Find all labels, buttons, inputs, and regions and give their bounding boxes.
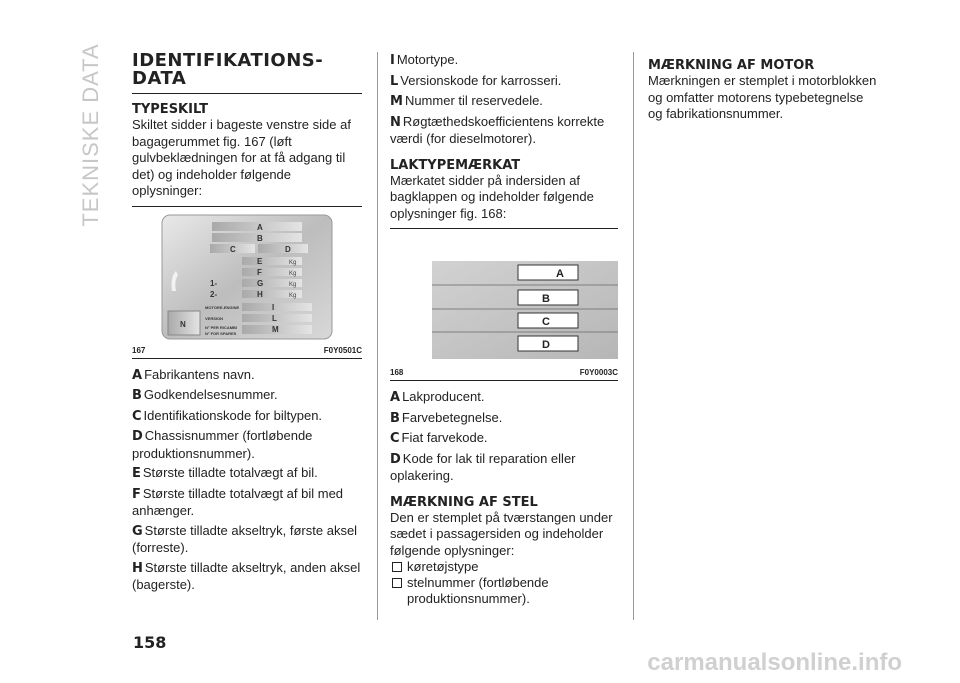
legend-item: D Kode for lak til reparation eller oplakering. [390,450,576,483]
plate-cell-l [242,314,312,322]
typeskilt-intro: Skiltet sidder i bageste venstre side af bagagerummet fig. 167 (løft gulvbeklædningen for at få adgang til det) og indeholder følgende oplysninger: [132,117,351,198]
label-box-a [518,265,578,280]
legend-item: C Identifikationskode for biltypen. [132,407,323,424]
plate-row-1: 1- [210,278,218,288]
plate-label-version: VERSION [205,315,224,321]
column-identification [132,52,362,597]
typeskilt-legend-continued [390,52,618,148]
figure-top-rule [132,206,362,207]
label-letter-b: B [542,293,550,305]
plate-row-2: 2- [210,289,218,299]
bullet-item: stelnummer (fortløbende produktionsnummer). [390,575,618,607]
figure-167 [132,211,362,359]
plate-cell-i [242,303,312,311]
figure-number: 168 [390,368,404,377]
plate-letter-i: I [272,302,275,312]
plate-letter-e: E [257,256,263,266]
laktype-legend [390,389,618,485]
legend-item: G Største tilladte akseltryk, første aksel (forreste). [132,522,358,555]
side-section-label [66,40,116,230]
plate-label-spares: N° FOR SPARES [205,330,237,336]
page-title: IDENTIFIKATIONS-DATA [132,52,362,94]
plate-letter-h: H [257,289,263,299]
section-heading-stel: MÆRKNING AF STEL [390,494,538,510]
figure-code: F0Y0003C [579,368,618,377]
legend-item: B Farvebetegnelse. [390,409,503,426]
plate-cell-d [258,244,308,253]
label-letter-c: C [542,316,550,328]
label-letter-a: A [556,268,564,280]
page-number: 158 [133,633,167,652]
figure-caption [390,368,618,381]
legend-item: E Største tilladte totalvægt af bil. [132,465,318,481]
plate-letter-m: M [272,324,279,334]
type-plate-illustration [132,211,362,341]
figure-caption [132,346,362,359]
column-divider [633,52,634,620]
section-heading-laktypemaerkat: LAKTYPEMÆRKAT [390,157,521,173]
plate-letter-n: N [180,319,186,329]
checkbox-square-icon [392,562,402,572]
figure-top-rule [390,228,618,229]
bullet-item: køretøjstype [390,559,618,575]
watermark: carmanualsonline.info [647,649,902,676]
plate-letter-l: L [272,313,277,323]
legend-item: C Fiat farvekode. [390,430,488,446]
plate-letter-b: B [257,233,263,243]
section-heading-motor: MÆRKNING AF MOTOR [648,58,815,73]
section-heading-typeskilt: TYPESKILT [132,102,208,117]
figure-number: 167 [132,345,146,355]
motor-text: Mærkningen er stemplet i motorblokken og omfatter motorens typebetegnelse og fabrikationsnummer. [648,73,877,121]
legend-item: I Motortype. [390,52,459,68]
side-section-label-text: TEKNISKE DATA [78,43,103,227]
figure-code: F0Y0501C [323,345,362,355]
plate-letter-c: C [230,244,236,254]
stel-intro: Den er stemplet på tværstangen under sædet i passagersiden og indeholder følgende oplysninger: [390,509,613,558]
plate-label-engine: MOTORE-ENGINE [205,304,240,310]
column-paint-and-chassis [390,52,618,607]
plate-letter-f: F [257,267,262,277]
checkbox-square-icon [392,578,402,588]
figure-168 [390,233,618,381]
column-engine-marking [648,52,880,123]
plate-unit: Kg [289,259,297,266]
legend-item: M Nummer til reservedele. [390,93,543,109]
plate-letter-g: G [257,278,264,288]
plate-letter-a: A [257,222,263,232]
legend-item: D Chassisnummer (fortløbende produktionsnummer). [132,428,313,461]
legend-item: L Versionskode for karrosseri. [390,72,562,89]
plate-label-ricambi: N° PER RICAMBI [205,324,238,330]
legend-item: N Røgtæthedskoefficientens korrekte værdi (for dieselmotorer). [390,113,605,146]
legend-item: H Største tilladte akseltryk, anden aksel (bagerste). [132,559,361,592]
legend-item: B Godkendelsesnummer. [132,387,278,403]
plate-unit: Kg [289,281,297,288]
legend-item: A Lakproducent. [390,389,485,405]
label-letter-d: D [542,339,550,351]
plate-unit: Kg [289,292,297,299]
legend-item: A Fabrikantens navn. [132,366,255,383]
paint-label-illustration [390,233,618,363]
typeskilt-legend [132,367,362,594]
column-divider [377,52,378,620]
legend-item: F Største tilladte totalvægt af bil med anhænger. [132,485,344,518]
plate-unit: Kg [289,270,297,277]
laktype-intro: Mærkatet sidder på indersiden af bagklappen og indeholder følgende oplysninger fig. 168: [390,172,594,221]
plate-letter-d: D [285,244,291,254]
